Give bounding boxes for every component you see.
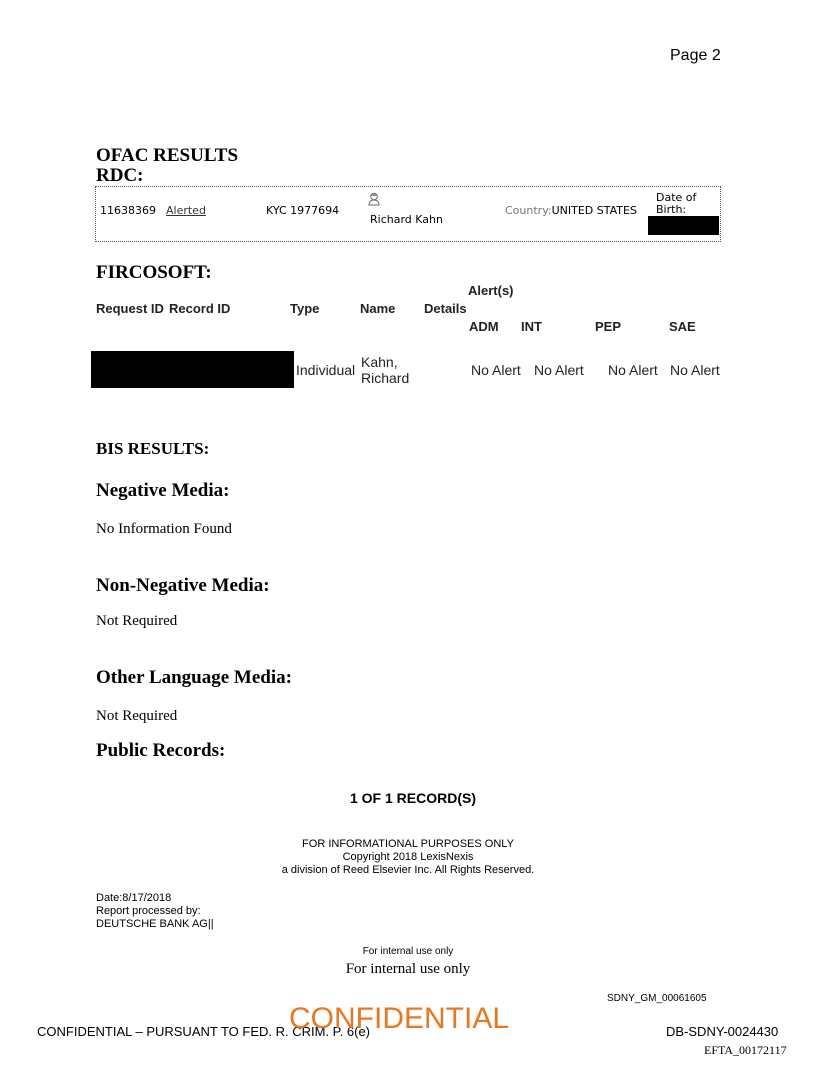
- report-processed: Report processed by:: [96, 905, 201, 917]
- col-alerts: Alert(s): [468, 283, 514, 298]
- report-date: Date:8/17/2018: [96, 892, 172, 904]
- internal-use-large: For internal use only: [345, 961, 471, 977]
- confidential-stamp: CONFIDENTIAL: [289, 1002, 510, 1035]
- bates-db: DB-SDNY-0024430: [666, 1024, 779, 1039]
- row-name: [361, 354, 409, 386]
- col-adm: ADM: [469, 319, 499, 334]
- rdc-id: 11638369: [100, 204, 156, 217]
- col-record-id: Record ID: [169, 301, 231, 316]
- rdc-name: Richard Kahn: [370, 213, 443, 226]
- public-records-heading: Public Records:: [96, 740, 226, 761]
- col-request-id: Request ID: [96, 301, 164, 316]
- col-name: Name: [360, 301, 396, 316]
- confidential-notice: CONFIDENTIAL – PURSUANT TO FED. R. CRIM. P. 6(e): [37, 1024, 371, 1039]
- row-adm: No Alert: [471, 362, 521, 378]
- row-name-line2: Richard: [361, 370, 410, 386]
- ofac-heading: OFAC RESULTS: [96, 145, 239, 166]
- dob-label-line2: Birth:: [656, 203, 687, 216]
- other-language-media-value: Not Required: [96, 708, 178, 724]
- negative-media-value: No Information Found: [96, 521, 232, 537]
- non-negative-media-value: Not Required: [96, 613, 178, 629]
- rdc-label: RDC:: [96, 165, 144, 186]
- info-line-1: FOR INFORMATIONAL PURPOSES ONLY: [302, 838, 514, 850]
- record-count: 1 OF 1 RECORD(S): [349, 790, 476, 806]
- info-line-3: a division of Reed Elsevier Inc. All Rights Reserved.: [281, 864, 535, 876]
- bates-efta: EFTA_00172117: [704, 1043, 787, 1057]
- col-details: Details: [424, 301, 467, 316]
- col-type: Type: [290, 301, 320, 316]
- internal-use-small: For internal use only: [362, 946, 454, 957]
- other-language-media-heading: Other Language Media:: [96, 667, 292, 688]
- col-pep: PEP: [595, 319, 622, 334]
- page-number: Page 2: [670, 47, 721, 64]
- row-pep: No Alert: [608, 362, 658, 378]
- negative-media-heading: Negative Media:: [96, 480, 230, 501]
- redaction-dob: [648, 216, 719, 235]
- fircosoft-heading: FIRCOSOFT:: [96, 262, 212, 283]
- report-bank: DEUTSCHE BANK AG||: [96, 918, 214, 930]
- row-type: Individual: [296, 362, 356, 378]
- redaction-ids: [91, 351, 294, 388]
- row-sae: No Alert: [670, 362, 720, 378]
- rdc-status-link[interactable]: Alerted: [166, 204, 206, 217]
- country-value: UNITED STATES: [551, 204, 637, 217]
- col-sae: SAE: [669, 319, 696, 334]
- records-disclaimer: [0, 838, 816, 877]
- col-int: INT: [521, 319, 542, 334]
- dob-label-line1: Date of: [656, 191, 697, 204]
- rdc-kyc: KYC 1977694: [266, 204, 340, 217]
- bates-sdny-gm: SDNY_GM_00061605: [607, 993, 707, 1004]
- row-name-line1: Kahn,: [361, 354, 398, 370]
- row-int: No Alert: [534, 362, 584, 378]
- info-line-2: Copyright 2018 LexisNexis: [342, 851, 474, 863]
- non-negative-media-heading: Non-Negative Media:: [96, 575, 270, 596]
- bis-heading: BIS RESULTS:: [96, 439, 210, 458]
- country-label: Country:: [505, 204, 552, 217]
- rdc-country: [505, 204, 637, 217]
- person-icon: [368, 192, 380, 206]
- report-info: [96, 892, 214, 931]
